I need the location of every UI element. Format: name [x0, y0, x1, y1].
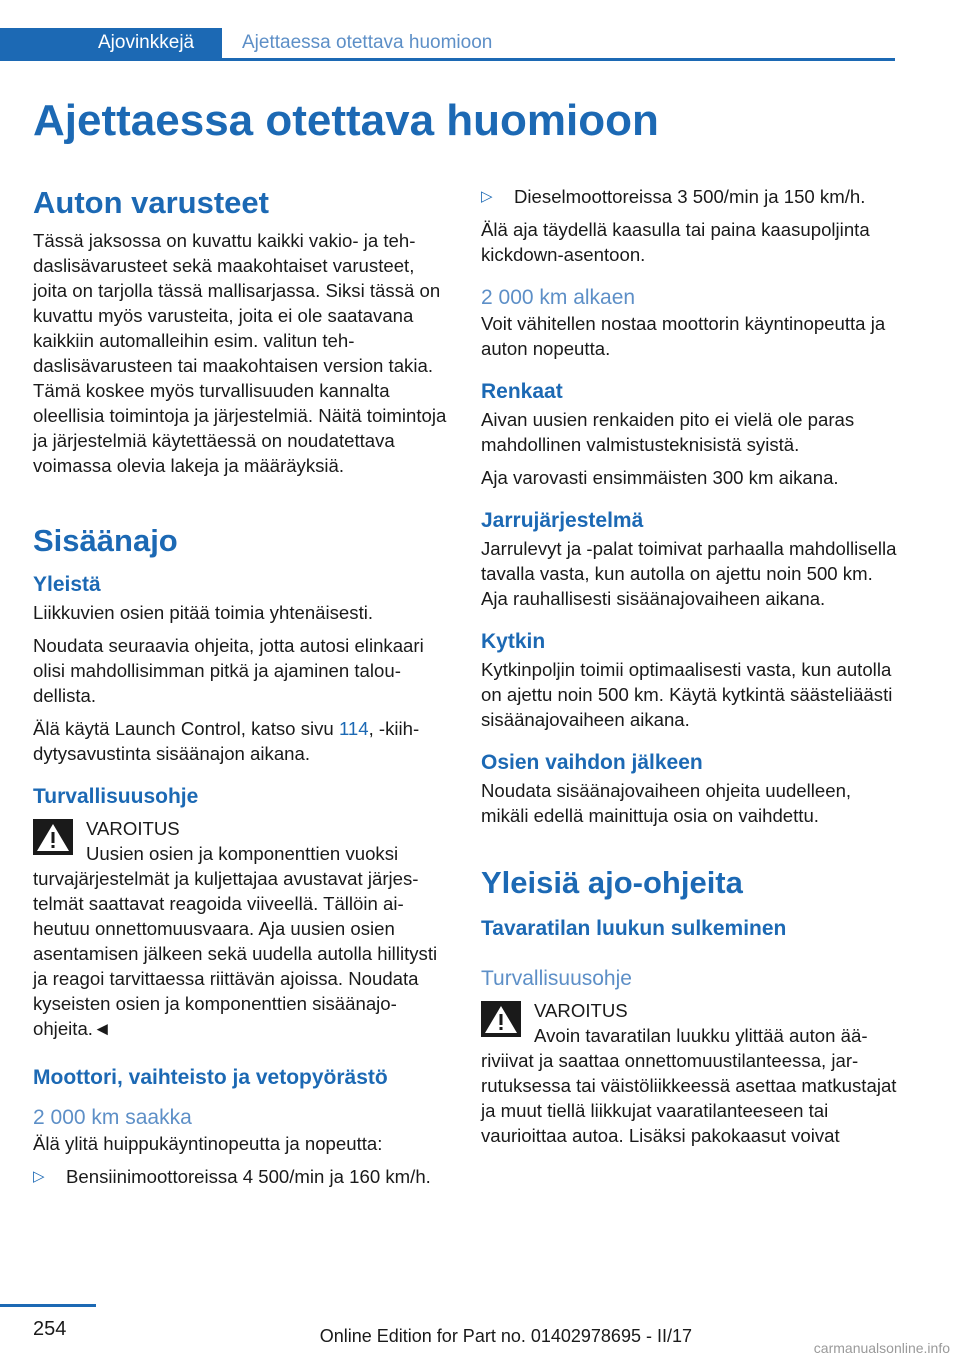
text-segment: Älä käytä Launch Control, katso sivu	[33, 718, 339, 739]
right-column	[481, 184, 897, 1148]
page-title: Ajettaessa otettava huomioon	[33, 96, 659, 145]
heading-yleista: Yleistä	[33, 573, 101, 596]
warning-title: VAROITUS	[534, 1000, 628, 1021]
paragraph-kaasu: Älä aja täydellä kaasulla tai paina kaasupoljinta kickdown-asentoon.	[481, 219, 870, 265]
header-bar	[0, 28, 895, 62]
paragraph-renkaat-1: Aivan uusien renkaiden pito ei vielä ole paras mahdollinen valmistusteknisistä syistä.	[481, 409, 855, 455]
heading-auton-varusteet: Auton varusteet	[33, 185, 269, 220]
heading-2000-saakka: 2 000 km saakka	[33, 1106, 192, 1129]
heading-kytkin: Kytkin	[481, 630, 546, 653]
heading-osien-vaihdon: Osien vaihdon jälkeen	[481, 751, 703, 774]
heading-sisaanajo: Sisäänajo	[33, 523, 178, 558]
warning-block	[33, 816, 449, 1041]
warning-text: Uusien osien ja komponenttien vuoksi turvajärjestelmät ja kuljettajaa avustavat järjestelmät saattavat reagoida viiveellä. Tällöin aiheutuu onnettomuusvaara. Aja uusien osien asentamisen jälkeen sekä uudella autolla hillitysti ja reagoi tarvittaessa riittävän ajoissa. Noudata kyseisten osien ja komponenttien sisäänajo-ohjeita.◄	[33, 843, 438, 1039]
paragraph-kytkin: Kytkinpoljin toimii optimaalisesti vasta, kun autolla on ajettu noin 500 km. Käytä kytkintä säästeliäästi sisäänajovaiheen aikana.	[481, 659, 893, 730]
heading-turvallisuusohje: Turvallisuusohje	[33, 785, 199, 808]
list-item-text: Bensiinimoottoreissa 4 500/min ja 160 km/h.	[66, 1166, 431, 1187]
list-item	[481, 184, 897, 209]
header-divider	[0, 58, 895, 61]
heading-2000-alkaen: 2 000 km alkaen	[481, 286, 636, 309]
heading-yleisia-ajo-ohjeita: Yleisiä ajo-ohjeita	[481, 865, 743, 900]
paragraph-saakka: Älä ylitä huippukäyntinopeutta ja nopeutta:	[33, 1133, 383, 1154]
paragraph-vaihdon: Noudata sisäänajovaiheen ohjeita uudelleen, mikäli edellä mainittuja osia on vaihdettu.	[481, 780, 852, 826]
paragraph-yleista-3	[33, 716, 449, 766]
paragraph-renkaat-2: Aja varovasti ensimmäisten 300 km aikana.	[481, 467, 839, 488]
heading-tavaratila: Tavaratilan luukun sulkeminen	[481, 917, 787, 940]
paragraph-varusteet: Tässä jaksossa on kuvattu kaikki vakio- ja tehdaslisävarusteet sekä maakohtaiset varusteet, joita on tarjolla tässä mallisarjassa. Siksi tässä on kuvattu myös varusteita, joita ei ole saatavana kaikkiin automalleihin esim. valitun tehdaslisävarusteen tai maakohtaisen version takia. Tämä koskee myös turvallisuuden kannalta oleellisia toimintoja ja järjestelmiä. Näitä toimintoja ja järjestelmiä käytettäessä on noudatettava voimassa olevia lakeja ja määräyksiä.	[33, 230, 447, 476]
paragraph-jarru: Jarrulevyt ja -palat toimivat parhaalla mahdollisella tavalla vasta, kun autolla on ajettu noin 500 km. Aja rauhallisesti sisäänajovaiheen aikana.	[481, 538, 897, 609]
text-segment: , -kiihdytysavustinta sisäänajon aikana.	[33, 718, 420, 764]
list-item	[33, 1164, 449, 1189]
tab-ajovinkkeja[interactable]	[0, 28, 222, 58]
edition-note: Online Edition for Part no. 01402978695 - II/17	[319, 1326, 692, 1346]
list-item-text: Dieselmoottoreissa 3 500/min ja 150 km/h.	[514, 186, 866, 207]
warning-triangle-icon	[481, 1001, 521, 1037]
heading-moottori: Moottori, vaihteisto ja vetopyörästö	[33, 1066, 388, 1089]
paragraph-yleista-2: Noudata seuraavia ohjeita, jotta autosi elinkaari olisi mahdollisimman pitkä ja ajaminen taloudellista.	[33, 635, 424, 706]
paragraph-yleista-1: Liikkuvien osien pitää toimia yhtenäisesti.	[33, 602, 374, 623]
tab-label: Ajovinkkejä	[98, 32, 195, 53]
watermark: carmanualsonline.info	[813, 1340, 950, 1356]
left-column	[33, 184, 449, 1197]
warning-block	[481, 998, 897, 1148]
bullet-triangle-icon: ▷	[481, 188, 493, 205]
heading-renkaat: Renkaat	[481, 380, 563, 403]
tab-ajettaessa[interactable]	[242, 28, 492, 58]
heading-jarrujarjestelma: Jarrujärjestelmä	[481, 509, 644, 532]
warning-triangle-icon	[33, 819, 73, 855]
page-number: 254	[33, 1318, 67, 1340]
paragraph-alkaen: Voit vähitellen nostaa moottorin käyntinopeutta ja auton nopeutta.	[481, 313, 886, 359]
warning-text: Avoin tavaratilan luukku ylittää auton ääriviivat ja saattaa onnettomuustilanteessa, jarrutuksessa tai väistöliikkeessä asettaa matkustajat ja muut tiellä liikkujat vaaratilanteeseen tai vaurioittaa autoa. Lisäksi pakokaasut voivat	[481, 1025, 897, 1146]
heading-turvallisuusohje-2: Turvallisuusohje	[481, 967, 632, 990]
warning-title: VAROITUS	[86, 818, 180, 839]
bullet-triangle-icon: ▷	[33, 1168, 45, 1185]
page-link-114[interactable]: 114	[338, 718, 369, 739]
footer-divider	[0, 1304, 96, 1307]
tab-label: Ajettaessa otettava huomioon	[242, 32, 493, 53]
